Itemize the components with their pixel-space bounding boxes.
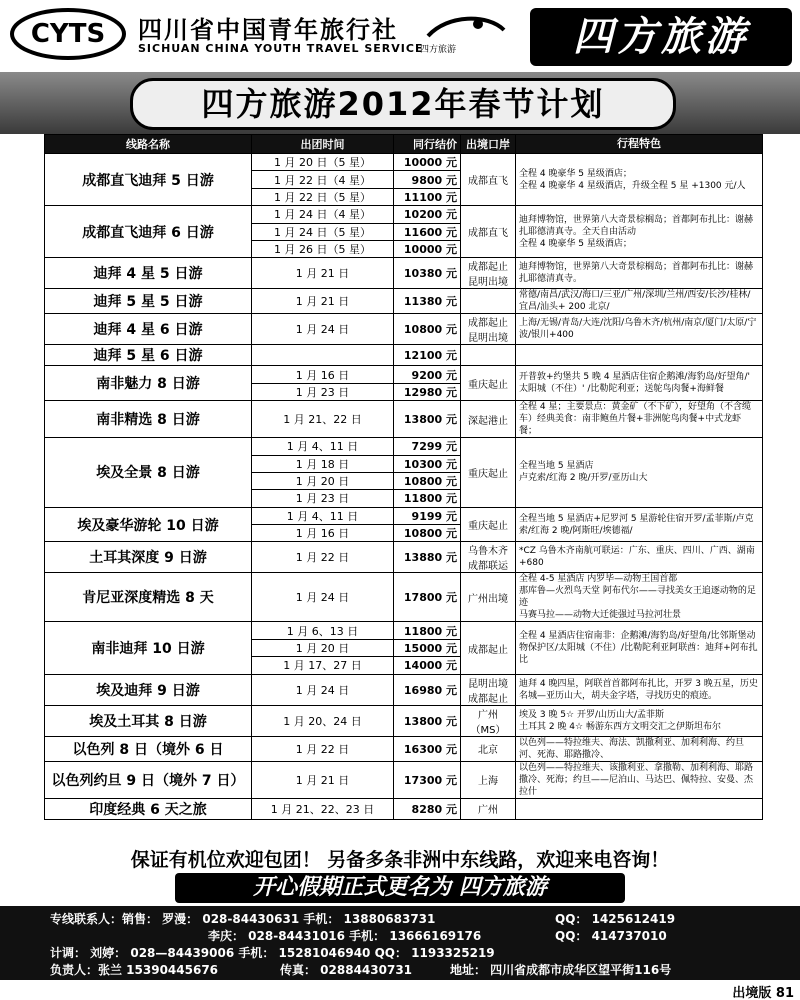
departure-date: 1 月 4、11 日 [252, 507, 394, 524]
price: 12100 元 [394, 345, 461, 366]
route-name: 以色列 8 日（境外 6 日 [45, 736, 252, 761]
departure-date: 1 月 22 日 [252, 736, 394, 761]
itinerary-feature [516, 798, 763, 819]
price: 11800 元 [394, 490, 461, 507]
price: 15000 元 [394, 639, 461, 656]
departure-date: 1 月 21 日 [252, 289, 394, 314]
itinerary-table [44, 134, 763, 820]
departure-port: 重庆起止 [461, 366, 516, 401]
route-name: 南非迪拜 10 日游 [45, 622, 252, 674]
departure-date: 1 月 18 日 [252, 455, 394, 472]
departure-port: 乌鲁木齐 成都联运 [461, 542, 516, 573]
departure-date: 1 月 22 日 [252, 542, 394, 573]
price: 17800 元 [394, 573, 461, 622]
departure-date: 1 月 6、13 日 [252, 622, 394, 639]
table-row [45, 674, 763, 705]
slogan-main: 保证有机位欢迎包团！ 另备多条非洲中东线路，欢迎来电咨询！ [130, 849, 670, 871]
route-name: 肯尼亚深度精选 8 天 [45, 573, 252, 622]
table-row [45, 438, 763, 455]
itinerary-feature: 上海/无锡/青岛/大连/沈阳/乌鲁木齐/杭州/南京/厦门/太原/宁波/银川+400 [516, 314, 763, 345]
departure-date: 1 月 16 日 [252, 525, 394, 542]
price: 13800 元 [394, 401, 461, 438]
page-number: 出境版 81 [732, 986, 794, 1000]
table-row [45, 401, 763, 438]
route-name: 南非精选 8 日游 [45, 401, 252, 438]
route-name: 印度经典 6 天之旅 [45, 798, 252, 819]
table-row [45, 258, 763, 289]
route-name: 成都直飞迪拜 5 日游 [45, 154, 252, 206]
itinerary-feature: 埃及 3 晚 5☆ 开罗/山历山大/孟菲斯 土耳其 2 晚 4☆ 畅游东西方文明交汇之伊斯坦布尔 [516, 705, 763, 736]
departure-date: 1 月 20 日 [252, 639, 394, 656]
price: 12980 元 [394, 383, 461, 400]
departure-date: 1 月 23 日 [252, 383, 394, 400]
departure-port: 上海 [461, 761, 516, 798]
departure-date: 1 月 20 日 [252, 472, 394, 489]
header-route: 线路名称 [45, 135, 252, 154]
contact-line-1: 专线联系人：销售： 罗漫： 028-84430631 手机： 13880683731 [50, 912, 436, 926]
price: 10800 元 [394, 525, 461, 542]
price: 11600 元 [394, 223, 461, 240]
departure-date: 1 月 24 日 [252, 573, 394, 622]
departure-port: 重庆起止 [461, 438, 516, 508]
table-row [45, 798, 763, 819]
table-row [45, 345, 763, 366]
departure-date: 1 月 24 日（5 星） [252, 223, 394, 240]
departure-port [461, 345, 516, 366]
departure-date: 1 月 21 日 [252, 258, 394, 289]
contact-line-3: 计调： 刘婷： 028—84439006 手机： 15281046940 QQ： 1193325219 [50, 946, 495, 960]
header-feature: 行程特色 [516, 135, 763, 154]
departure-port: 昆明出境 成都起止 [461, 674, 516, 705]
itinerary-feature: 全程 4 星酒店住宿南非：企鹅滩/海豹岛/好望角/比邻斯堡动物保护区/太阳城（不住）/比勒陀利亚阿联酋：迪拜+阿布扎比 [516, 622, 763, 674]
route-name: 埃及豪华游轮 10 日游 [45, 507, 252, 542]
table-row [45, 705, 763, 736]
route-name: 埃及全景 8 日游 [45, 438, 252, 508]
departure-date: 1 月 16 日 [252, 366, 394, 383]
departure-date: 1 月 21 日 [252, 761, 394, 798]
header-port: 出境口岸 [461, 135, 516, 154]
departure-port: 成都起止 [461, 622, 516, 674]
itinerary-feature: 以色列——特拉维夫、该撒利亚、拿撒勒、加利利海、耶路撒冷、死海；约旦——尼泊山、马达巴、佩特拉、安曼、杰拉什 [516, 761, 763, 798]
route-name: 埃及土耳其 8 日游 [45, 705, 252, 736]
sifang-logo-caption: 四方旅游 [420, 45, 457, 55]
table-row [45, 289, 763, 314]
itinerary-feature: 常德/南昌/武汉/海口/三亚/广州/深圳/兰州/西安/长沙/桂林/宜昌/汕头+ 200 北京/ [516, 289, 763, 314]
table-body [45, 154, 763, 820]
departure-date: 1 月 22 日（5 星） [252, 188, 394, 205]
contact-qq-2: QQ： 414737010 [555, 929, 667, 943]
slogan-rename: 开心假期正式更名为 四方旅游 [175, 873, 625, 903]
price: 11800 元 [394, 622, 461, 639]
itinerary-feature: 迪拜博物馆，世界第八大奇景棕榈岛；首都阿布扎比：谢赫扎耶德清真寺。全天自由活动 全程 4 晚豪华 5 星级酒店； [516, 206, 763, 258]
departure-date: 1 月 24 日 [252, 314, 394, 345]
departure-port: 重庆起止 [461, 507, 516, 542]
itinerary-feature: 开普敦+约堡共 5 晚 4 星酒店住宿企鹅滩/海豹岛/好望角/' 太阳城（不住）' /比勒陀利亚；送鸵鸟肉餐+海鲜餐 [516, 366, 763, 401]
table-row [45, 761, 763, 798]
route-name: 迪拜 5 星 5 日游 [45, 289, 252, 314]
departure-port: 广州 [461, 798, 516, 819]
table-row [45, 206, 763, 223]
route-name: 迪拜 4 星 6 日游 [45, 314, 252, 345]
price: 16300 元 [394, 736, 461, 761]
route-name: 迪拜 4 星 5 日游 [45, 258, 252, 289]
price: 10800 元 [394, 472, 461, 489]
price: 9800 元 [394, 171, 461, 188]
svg-text:CYTS: CYTS [30, 19, 106, 49]
route-name: 成都直飞迪拜 6 日游 [45, 206, 252, 258]
route-name: 迪拜 5 星 6 日游 [45, 345, 252, 366]
price: 16980 元 [394, 674, 461, 705]
org-name-cn: 四川省中国青年旅行社 [138, 16, 398, 44]
price: 10000 元 [394, 240, 461, 257]
departure-port: 成都起止 昆明出境 [461, 258, 516, 289]
table-row [45, 366, 763, 383]
banner [0, 72, 800, 134]
contact-qq-1: QQ： 1425612419 [555, 912, 676, 926]
departure-date: 1 月 23 日 [252, 490, 394, 507]
header-date: 出团时间 [252, 135, 394, 154]
contact-bar [0, 906, 800, 980]
departure-date: 1 月 4、11 日 [252, 438, 394, 455]
departure-port: 成都直飞 [461, 206, 516, 258]
org-name-en: SICHUAN CHINA YOUTH TRAVEL SERVICE [138, 42, 424, 55]
route-name: 以色列约旦 9 日（境外 7 日） [45, 761, 252, 798]
price: 14000 元 [394, 657, 461, 674]
departure-port: 成都起止 昆明出境 [461, 314, 516, 345]
departure-date: 1 月 22 日（4 星） [252, 171, 394, 188]
price: 11100 元 [394, 188, 461, 205]
departure-date: 1 月 20、24 日 [252, 705, 394, 736]
banner-title: 四方旅游2012年春节计划 [130, 78, 676, 130]
itinerary-feature: 全程 4 星；主要景点：黄金矿（不下矿），好望角（不含缆车）经典美食：南非鲍鱼片餐+非洲鸵鸟肉餐+中式龙虾餐； [516, 401, 763, 438]
departure-date: 1 月 21、22、23 日 [252, 798, 394, 819]
table-row [45, 542, 763, 573]
table-row [45, 736, 763, 761]
departure-port: 成都直飞 [461, 154, 516, 206]
itinerary-feature [516, 345, 763, 366]
departure-port [461, 289, 516, 314]
table-row [45, 507, 763, 524]
route-name: 南非魅力 8 日游 [45, 366, 252, 401]
price: 13800 元 [394, 705, 461, 736]
route-name: 埃及迪拜 9 日游 [45, 674, 252, 705]
departure-date: 1 月 24 日 [252, 674, 394, 705]
itinerary-feature: 迪拜博物馆，世界第八大奇景棕榈岛；首都阿布扎比：谢赫扎耶德清真寺。 [516, 258, 763, 289]
departure-date: 1 月 21、22 日 [252, 401, 394, 438]
contact-manager: 负责人：张兰 15390445676 [50, 963, 219, 977]
header-price: 同行结价 [394, 135, 461, 154]
price: 9200 元 [394, 366, 461, 383]
itinerary-feature: 全程 4 晚豪华 5 星级酒店； 全程 4 晚豪华 4 星级酒店，升级全程 5 星 +1300 元/人 [516, 154, 763, 206]
price: 8280 元 [394, 798, 461, 819]
itinerary-feature: *CZ 乌鲁木齐南航可联运：广东、重庆、四川、广西、湖南+680 [516, 542, 763, 573]
price: 10300 元 [394, 455, 461, 472]
price: 10380 元 [394, 258, 461, 289]
departure-port: 深起港止 [461, 401, 516, 438]
price: 7299 元 [394, 438, 461, 455]
departure-date: 1 月 20 日（5 星） [252, 154, 394, 171]
table-row [45, 622, 763, 639]
header [0, 0, 800, 74]
table-header-row [45, 135, 763, 154]
itinerary-feature: 以色列——特拉维夫、海法、凯撒利亚、加利利海、约旦河、死海、耶路撒冷、 [516, 736, 763, 761]
departure-port: 广州（MS） [461, 705, 516, 736]
price: 17300 元 [394, 761, 461, 798]
departure-date [252, 345, 394, 366]
itinerary-feature: 全程当地 5 星酒店 卢克索/红海 2 晚/开罗/亚历山大 [516, 438, 763, 508]
price: 13880 元 [394, 542, 461, 573]
route-name: 土耳其深度 9 日游 [45, 542, 252, 573]
itinerary-feature: 迪拜 4 晚四星，阿联首首都阿布扎比，开罗 3 晚五星，历史名城—亚历山大，胡夫金字塔，寻找历史的痕迹。 [516, 674, 763, 705]
contact-fax: 传真： 02884430731 [280, 963, 413, 977]
departure-date: 1 月 24 日（4 星） [252, 206, 394, 223]
itinerary-feature: 全程当地 5 星酒店+尼罗河 5 星游轮住宿开罗/孟菲斯/卢克索/红海 2 晚/阿斯旺/埃德福/ [516, 507, 763, 542]
price: 11380 元 [394, 289, 461, 314]
price: 10000 元 [394, 154, 461, 171]
table-row [45, 154, 763, 171]
departure-date: 1 月 26 日（5 星） [252, 240, 394, 257]
table-row [45, 314, 763, 345]
brand-name: 四方旅游 [530, 8, 792, 66]
cyts-logo-icon [8, 6, 128, 62]
itinerary-feature: 全程 4-5 星酒店 内罗毕—动物王国首都 那库鲁—火烈鸟天堂 阿布代尔——寻找美女王追逐动物的足迹 马赛马拉——动物大迁徙强过马拉河壮景 [516, 573, 763, 622]
price: 10200 元 [394, 206, 461, 223]
departure-date: 1 月 17、27 日 [252, 657, 394, 674]
departure-port: 广州出境 [461, 573, 516, 622]
contact-address: 地址： 四川省成都市成华区望平街116号 [450, 963, 672, 977]
table-row [45, 573, 763, 622]
price: 9199 元 [394, 507, 461, 524]
contact-line-2: 李庆： 028-84431016 手机： 13666169176 [208, 929, 482, 943]
price: 10800 元 [394, 314, 461, 345]
departure-port: 北京 [461, 736, 516, 761]
